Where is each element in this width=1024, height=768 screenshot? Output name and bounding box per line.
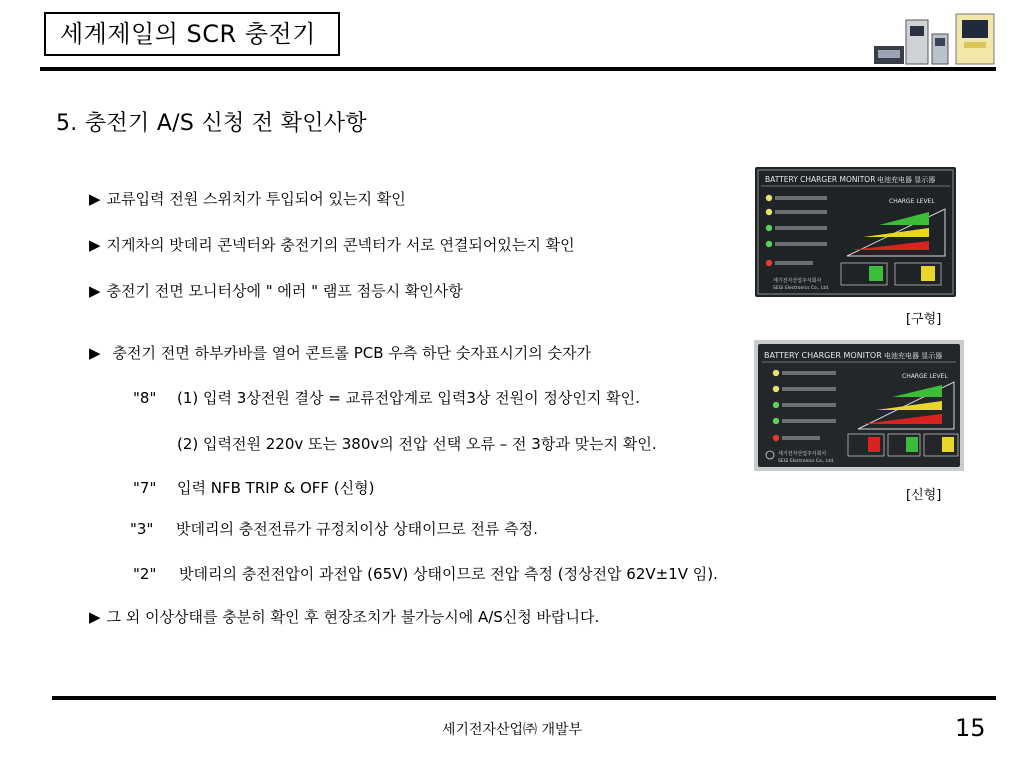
check-item [89,234,575,255]
code-row [133,387,640,408]
bullet-icon: ▶ [89,608,101,626]
pcb-check-text: 충전기 전면 하부카바를 열어 콘트롤 PCB 우측 하단 숫자표시기의 숫자가 [112,344,591,362]
svg-text:SEGI Electronics Co., Ltd.: SEGI Electronics Co., Ltd. [778,459,835,464]
check-item [89,342,591,363]
footer-company: 세기전자산업㈜ 개발부 [441,722,583,738]
new-monitor-panel-image [754,340,964,471]
code-description: (1) 입력 3상전원 결상 = 교류전압계로 입력3상 전원이 정상인지 확인. [177,389,640,407]
svg-text:SEGI Electronics Co., Ltd.: SEGI Electronics Co., Ltd. [773,286,830,291]
code-description: 밧데리의 충전전압이 과전압 (65V) 상태이므로 전압 측정 (정상전압 62V±1V 임). [179,565,718,583]
code-description: 입력 NFB TRIP & OFF (신형) [177,479,375,497]
code-digit: "8" [133,389,157,407]
check-text: 교류입력 전원 스위치가 투입되어 있는지 확인 [106,190,406,208]
bullet-icon: ▶ [89,190,101,208]
check-item [89,280,463,301]
code-digit: "2" [133,565,157,583]
check-item [89,188,406,209]
slide-title: 세계제일의 SCR 충전기 [44,12,340,56]
code-digit: "7" [133,479,157,497]
svg-text:세기전자산업주식회사: 세기전자산업주식회사 [773,278,822,284]
code-description: (2) 입력전원 220v 또는 380v의 전압 선택 오류 – 전 3항과 맞는지 확인. [177,435,657,453]
product-photos [872,12,996,66]
footer-rule [52,696,996,700]
section-heading: 5. 충전기 A/S 신청 전 확인사항 [56,111,367,136]
code-digit: "3" [130,520,154,538]
bullet-icon: ▶ [89,236,101,254]
final-note [89,606,599,627]
svg-text:BATTERY CHARGER MONITOR: BATTERY CHARGER MONITOR [764,351,882,360]
bullet-icon: ▶ [89,282,101,300]
bullet-icon: ▶ [89,344,101,362]
code-row-continued [177,433,657,454]
new-panel-caption: [신형] [906,488,942,503]
svg-text:CHARGE LEVEL: CHARGE LEVEL [902,373,948,380]
code-row [133,563,718,584]
code-row [130,518,538,539]
final-note-text: 그 외 이상상태를 충분히 확인 후 현장조치가 불가능시에 A/S신청 바랍니다. [106,608,600,626]
code-description: 밧데리의 충전전류가 규정치이상 상태이므로 전류 측정. [176,520,538,538]
page-number: 15 [955,714,986,742]
svg-text:CHARGE LEVEL: CHARGE LEVEL [889,198,935,205]
svg-text:电池充电器 显示器: 电池充电器 显示器 [884,352,943,360]
code-row [133,477,374,498]
svg-text:电池充电器 显示器: 电池充电器 显示器 [877,176,936,184]
svg-text:BATTERY CHARGER MONITOR: BATTERY CHARGER MONITOR [765,175,876,184]
check-text: 지게차의 밧데리 콘넥터와 충전기의 콘넥터가 서로 연결되어있는지 확인 [106,236,575,254]
old-monitor-panel-image [755,167,956,297]
check-text: 충전기 전면 모니터상에 " 에러 " 램프 점등시 확인사항 [106,282,463,300]
old-panel-caption: [구형] [906,312,942,327]
svg-text:세기전자산업주식회사: 세기전자산업주식회사 [778,451,827,457]
header-rule [40,67,996,71]
